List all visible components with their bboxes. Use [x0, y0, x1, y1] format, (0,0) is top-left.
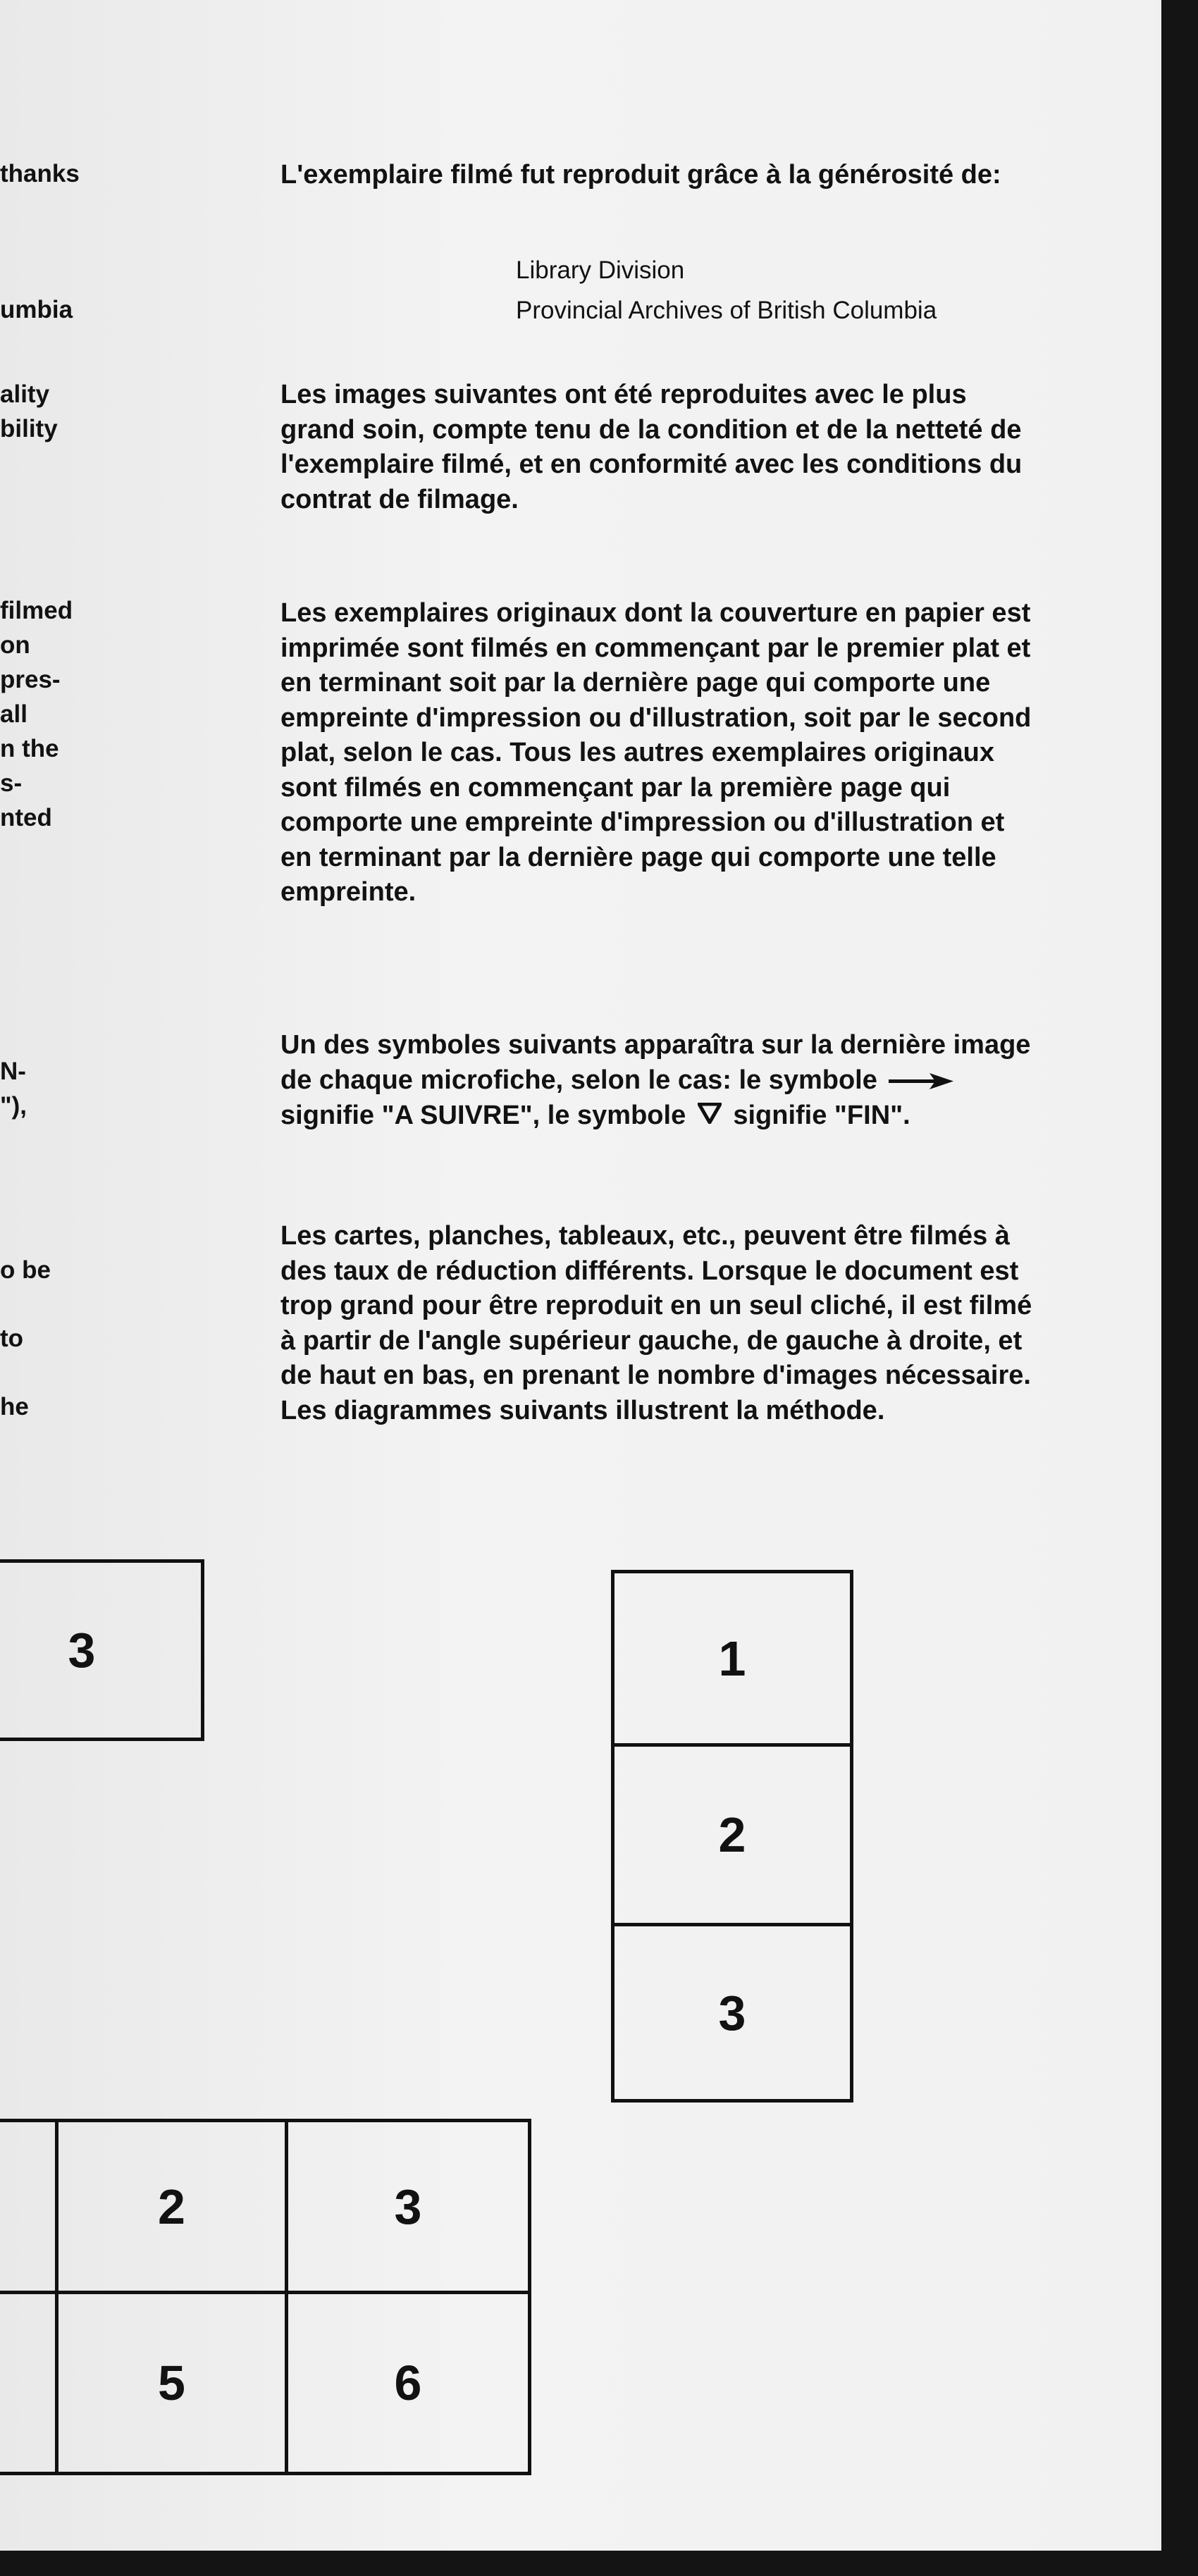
paragraph-images: Les images suivantes ont été reproduites avec le plus grand soin, compte tenu de la condition et de la netteté de l'exemplaire filmé, et en conformité avec les conditions du contrat de filmage.	[280, 380, 1023, 514]
diagram-column-cell-3: 3	[718, 1985, 746, 2041]
fragment-bility: bility	[0, 415, 58, 442]
symbols-text-a: Un des symboles suivants apparaîtra sur la dernière image de chaque microfiche, selon le cas: le symbole	[280, 1030, 1031, 1095]
fragment-nted: nted	[0, 804, 52, 831]
diagram-row-box	[0, 1559, 204, 1741]
fragment-pres: pres-	[0, 666, 61, 693]
fragment-quote: "),	[0, 1092, 27, 1120]
diagram-grid-cell-6: 6	[394, 2355, 422, 2410]
fragment-he: he	[0, 1393, 29, 1420]
fragment-n-dash: N-	[0, 1058, 26, 1085]
scan-border-bottom	[0, 2551, 1198, 2576]
fragment-thanks: thanks	[0, 160, 80, 187]
fragment-s: s-	[0, 769, 23, 797]
arrow-right-icon	[889, 1064, 953, 1099]
diagram-grid-cell-2: 2	[158, 2179, 185, 2234]
diagram-grid-cell-3: 3	[394, 2179, 422, 2234]
triangle-down-icon	[698, 1098, 722, 1134]
scan-border-right	[1161, 0, 1198, 2576]
fragment-on: on	[0, 631, 30, 659]
diagram-column-box	[611, 1570, 853, 2103]
diagram-grid-cell-5: 5	[158, 2355, 185, 2410]
provincial-archives: Provincial Archives of British Columbia	[516, 297, 937, 324]
fragment-filmed: filmed	[0, 597, 73, 624]
diagram-row-cell-3: 3	[68, 1623, 96, 1678]
fragment-umbia: umbia	[0, 296, 73, 323]
intro-text: L'exemplaire filmé fut reproduit grâce à la générosité de:	[280, 160, 1001, 190]
diagram-column-cell-1: 1	[718, 1630, 746, 1686]
diagram-column-cell-2: 2	[718, 1807, 746, 1862]
paragraph-maps: Les cartes, planches, tableaux, etc., peuvent être filmés à des taux de réduction différents. Lorsque le document est trop grand pour être reproduit en un seul cliché, il est filmé à partir de l'angle supérieur gauche, de gauche à droite, et de haut en bas, en prenant le nombre d'images nécessaire. Les diagrammes suivants illustrent la méthode.	[280, 1221, 1032, 1425]
symbols-text-c: signifie "FIN".	[733, 1101, 910, 1131]
fragment-o-be: o be	[0, 1256, 51, 1284]
fragment-all: all	[0, 700, 27, 728]
fragment-to: to	[0, 1325, 24, 1352]
symbols-text-b: signifie "A SUIVRE", le symbole	[280, 1101, 686, 1131]
diagram-grid-box	[0, 2119, 531, 2475]
fragment-ality: ality	[0, 380, 50, 408]
paragraph-originals: Les exemplaires originaux dont la couverture en papier est imprimée sont filmés en commençant par le premier plat et en terminant soit par la dernière page qui comporte une empreinte d'impression ou d'illustration, soit par le second plat, selon le cas. Tous les autres exemplaires originaux sont filmés en commençant par la première page qui comporte une empreinte d'impression ou d'illustration et en terminant par la dernière page qui comporte une telle empreinte.	[280, 598, 1032, 907]
library-division: Library Division	[516, 256, 685, 284]
paragraph-symbols	[280, 1028, 1042, 1134]
fragment-n-the: n the	[0, 735, 59, 762]
